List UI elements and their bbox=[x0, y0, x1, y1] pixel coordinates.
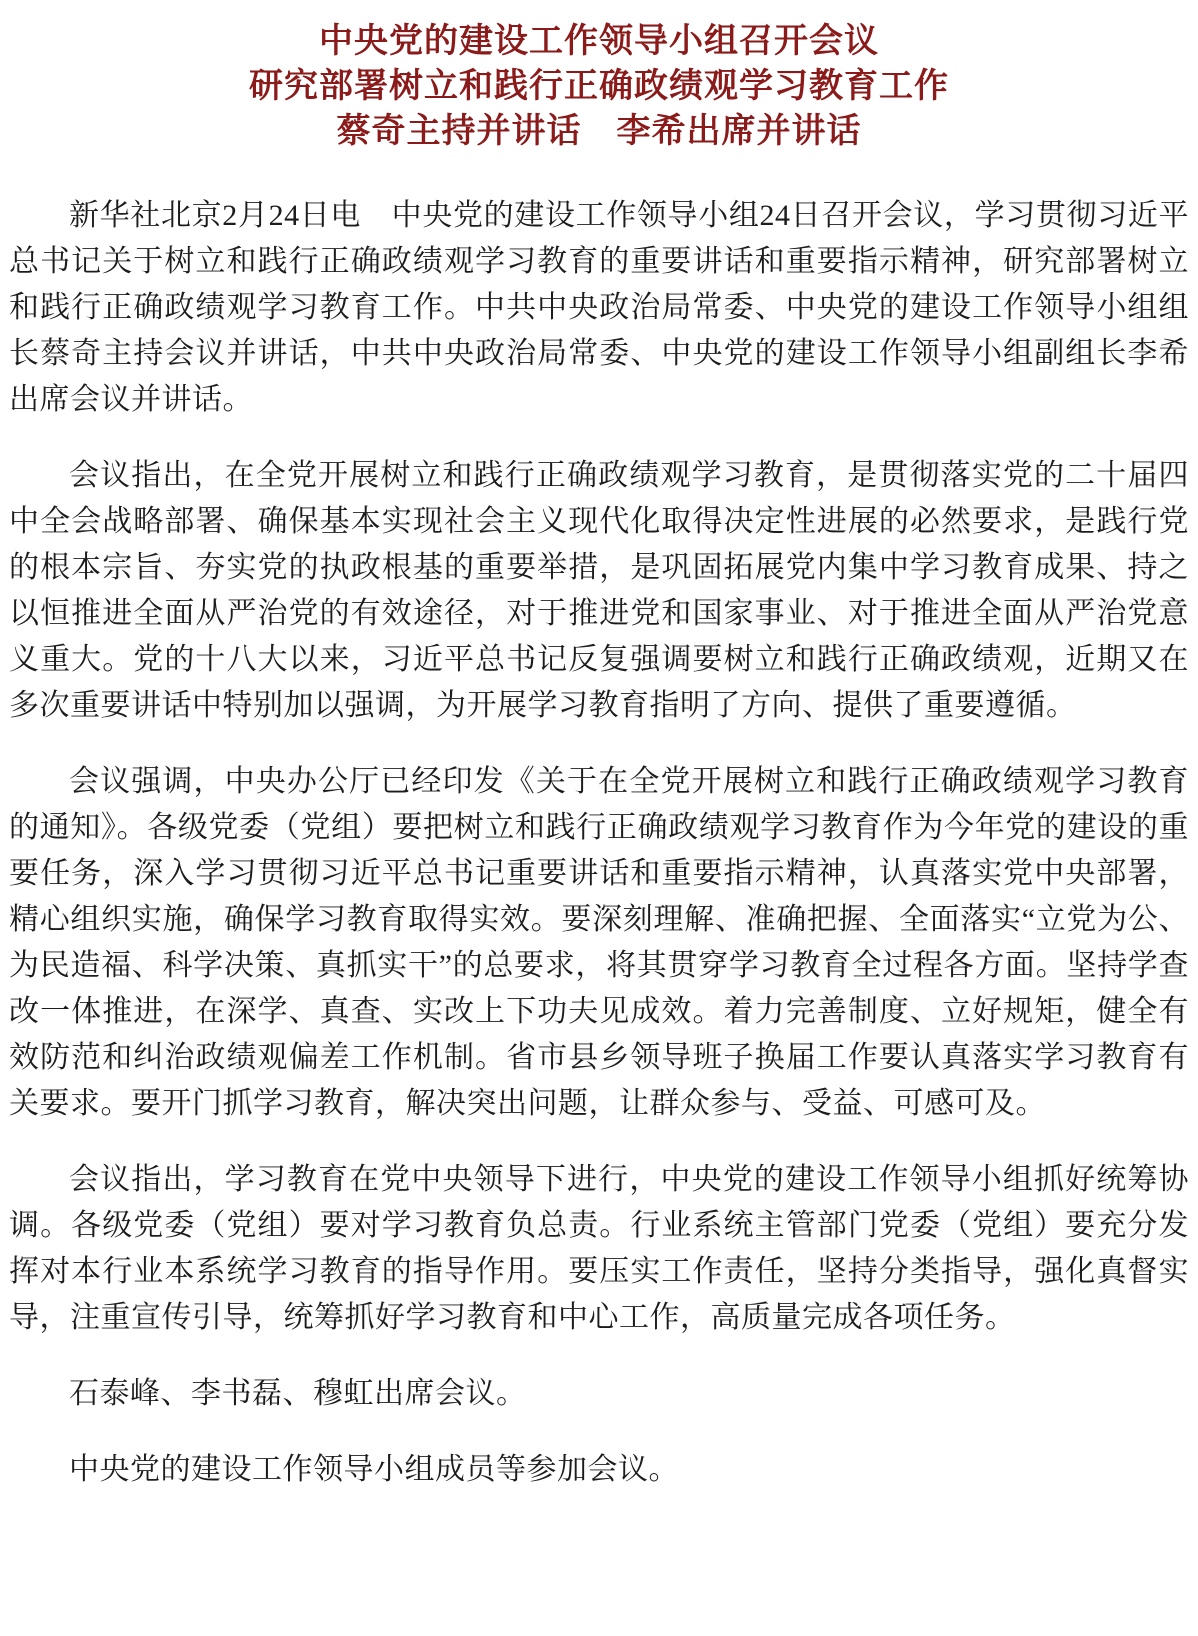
paragraph-meeting-pointed-out-2: 会议指出，学习教育在党中央领导下进行，中央党的建设工作领导小组抓好统筹协调。各级党委（党组）要对学习教育负总责。行业系统主管部门党委（党组）要充分发挥对本行业本系统学习教育的指导作用。要压实工作责任，坚持分类指导，强化真督实导，注重宣传引导，统筹抓好学习教育和中心工作，高质量完成各项任务。 bbox=[9, 1163, 1189, 1334]
paragraph-attendees: 石泰峰、李书磊、穆虹出席会议。 bbox=[69, 1377, 527, 1410]
paragraph-participants: 中央党的建设工作领导小组成员等参加会议。 bbox=[69, 1453, 679, 1486]
article-title bbox=[9, 19, 1189, 154]
paragraph-meeting-emphasized: 会议强调，中央办公厅已经印发《关于在全党开展树立和践行正确政绩观学习教育的通知》。各级党委（党组）要把树立和践行正确政绩观学习教育作为今年党的建设的重要任务，深入学习贯彻习近平总书记重要讲话和重要指示精神，认真落实党中央部署，精心组织实施，确保学习教育取得实效。要深刻理解、准确把握、全面落实“立党为公、为民造福、科学决策、真抓实干”的总要求，将其贯穿学习教育全过程各方面。坚持学查改一体推进，在深学、真查、实改上下功夫见成效。着力完善制度、立好规矩，健全有效防范和纠治政绩观偏差工作机制。省市县乡领导班子换届工作要认真落实学习教育有关要求。要开门抓学习教育，解决突出问题，让群众参与、受益、可感可及。 bbox=[9, 765, 1189, 1120]
article-body bbox=[9, 193, 1189, 1493]
article-title-line-3: 蔡奇主持并讲话 李希出席并讲话 bbox=[336, 113, 862, 150]
paragraph-meeting-pointed-out-1: 会议指出，在全党开展树立和践行正确政绩观学习教育，是贯彻落实党的二十届四中全会战略部署、确保基本实现社会主义现代化取得决定性进展的必然要求，是践行党的根本宗旨、夯实党的执政根基的重要举措，是巩固拓展党内集中学习教育成果、持之以恒推进全面从严治党的有效途径，对于推进党和国家事业、对于推进全面从严治党意义重大。党的十八大以来，习近平总书记反复强调要树立和践行正确政绩观，近期又在多次重要讲话中特别加以强调，为开展学习教育指明了方向、提供了重要遵循。 bbox=[9, 459, 1189, 722]
article-title-line-1: 中央党的建设工作领导小组召开会议 bbox=[319, 23, 879, 60]
article-title-line-2: 研究部署树立和践行正确政绩观学习教育工作 bbox=[249, 68, 949, 105]
paragraph-lead: 新华社北京2月24日电 中央党的建设工作领导小组24日召开会议，学习贯彻习近平总书记关于树立和践行正确政绩观学习教育的重要讲话和重要指示精神，研究部署树立和践行正确政绩观学习教育工作。中共中央政治局常委、中央党的建设工作领导小组组长蔡奇主持会议并讲话，中共中央政治局常委、中央党的建设工作领导小组副组长李希出席会议并讲话。 bbox=[9, 199, 1189, 416]
